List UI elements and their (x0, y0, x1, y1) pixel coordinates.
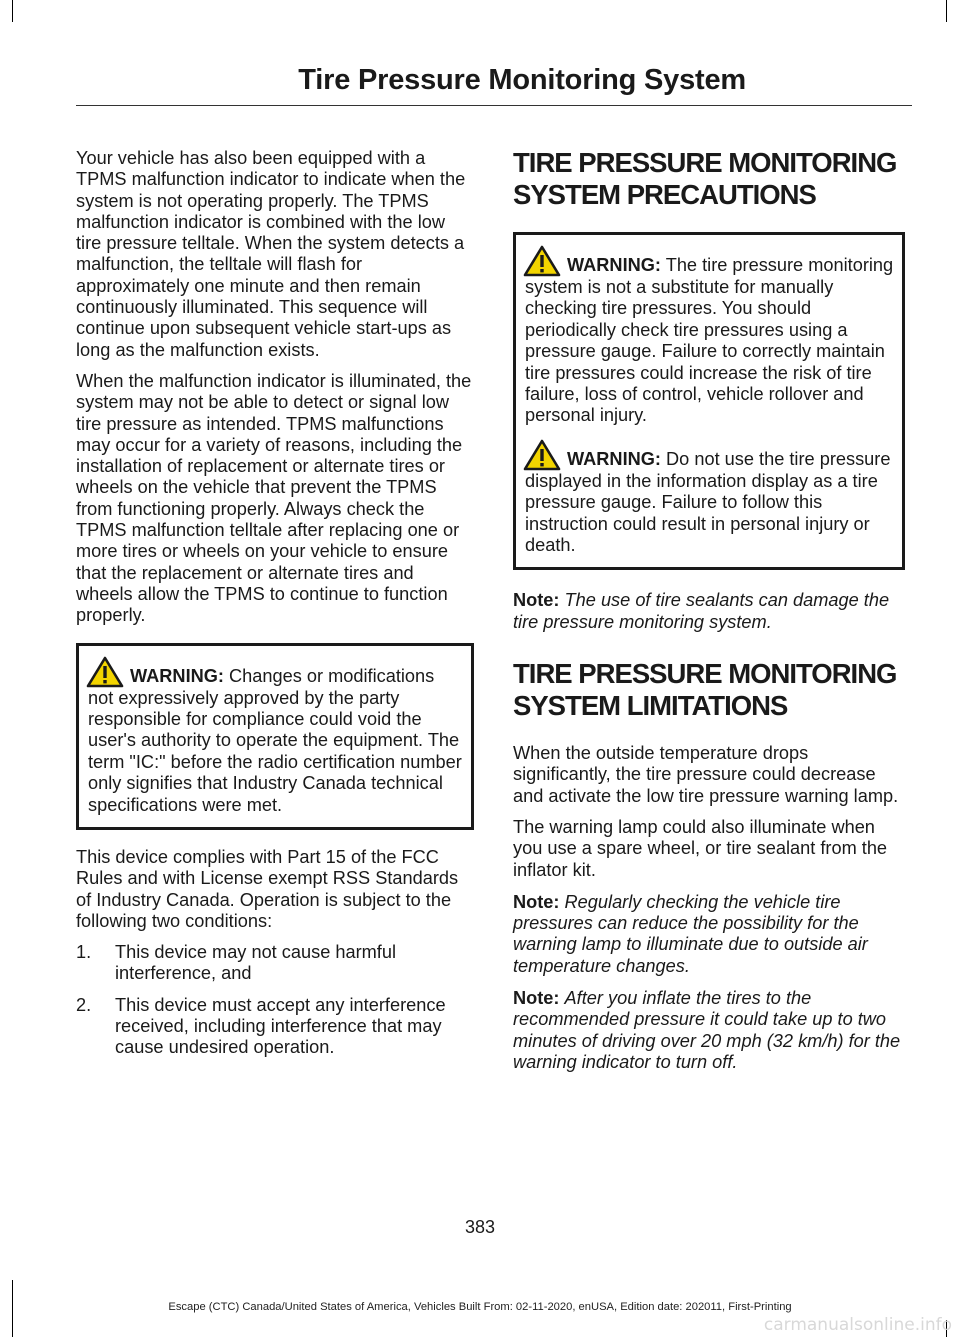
watermark: carmanualsonline.info (763, 1315, 952, 1335)
list-item-text: This device must accept any interference received, including interference that may cause undesired operation. (115, 994, 446, 1058)
page-title: Tire Pressure Monitoring System (298, 64, 746, 96)
warning-text (525, 245, 894, 427)
warning-triangle-icon (523, 245, 561, 277)
left-column (76, 140, 474, 1059)
tpms-malfunction-paragraph: Your vehicle has also been equipped with a TPMS malfunction indicator to indicate when the system is not operating properly. The TPMS malfunction indicator is combined with the low tire pressure telltale. When the system detects a malfunction, the telltale will flash for approximately one minute and then remain continuously illuminated. This sequence will continue upon subsequent vehicle start-ups as long as the malfunction exists. (76, 148, 466, 360)
warning-body: The tire pressure monitoring system is not a substitute for manually checking tire pressures. You should periodically check tire pressures using a pressure gauge. Failure to correctly maintain tire pressures could increase the risk of tire failure, loss of control, vehicle rollover and personal injury. (525, 255, 894, 426)
note-label: Note: (513, 988, 560, 1009)
header-rule (76, 105, 912, 106)
note-text: The use of tire sealants can damage the tire pressure monitoring system. (513, 590, 890, 632)
checking-note (513, 892, 905, 977)
warning-triangle-icon (523, 439, 561, 471)
spare-wheel-paragraph: The warning lamp could also illuminate when you use a spare wheel, or tire sealant from the inflator kit. (513, 816, 888, 880)
warning-text (525, 439, 894, 557)
note-label: Note: (513, 590, 560, 611)
note-text: After you inflate the tires to the recommended pressure it could take up to two minutes of driving over 20 mph (32 km/h) for the warning indicator to turn off. (513, 988, 901, 1072)
warning-body: Changes or modifications not expressively approved by the party responsible for compliance could void the user's authority to operate the equipment. The term "IC:" before the radio certification number only signifies that Industry Canada technical specifications were met. (88, 665, 462, 815)
warning-label: WARNING: (567, 448, 661, 469)
warning-text (88, 656, 463, 816)
warning-label: WARNING: (567, 255, 661, 275)
inflate-note (513, 988, 905, 1073)
warning-body: Do not use the tire pressure displayed in the information display as a tire pressure gauge. Failure to follow this instruction could result in personal injury or death. (525, 448, 891, 556)
right-column (513, 140, 905, 1073)
note-text: Regularly checking the vehicle tire pressures can reduce the possibility for the warning lamp to illuminate due to outside air temperature changes. (513, 891, 868, 976)
page-number: 383 (464, 1217, 496, 1237)
warning-triangle-icon (86, 656, 124, 688)
precautions-heading: TIRE PRESSURE MONITORING SYSTEM PRECAUTIONS (513, 147, 897, 210)
limitations-heading: TIRE PRESSURE MONITORING SYSTEM LIMITATIONS (513, 658, 897, 722)
list-item-number: 1. (76, 942, 92, 963)
warning-box-compliance (76, 643, 474, 830)
list-item-text: This device may not cause harmful interference, and (115, 942, 397, 984)
malfunction-indicator-paragraph: When the malfunction indicator is illuminated, the system may not be able to detect or signal low tire pressure as intended. TPMS malfunctions may occur for a variety of reasons, including the installation of replacement or alternate tires or wheels on the vehicle that prevent the TPMS from functioning properly. Always check the TPMS malfunction telltale after replacing one or more tires or wheels on your vehicle to ensure that the replacement or alternate tires and wheels allow the TPMS to continue to function properly. (76, 370, 472, 626)
fcc-compliance-paragraph: This device complies with Part 15 of the FCC Rules and with License exempt RSS Standards of Industry Canada. Operation is subject to the following two conditions: (76, 846, 459, 931)
footer-edition-info: Escape (CTC) Canada/United States of America, Vehicles Built From: 02-11-2020, enUSA, Edition date: 202011, First-Printing (168, 1301, 792, 1313)
crop-mark-top-left (12, 0, 13, 22)
list-item-number: 2. (76, 994, 92, 1015)
list-item (76, 942, 474, 985)
list-item (76, 995, 474, 1059)
warning-label: WARNING: (130, 665, 224, 686)
crop-mark-top-right (946, 0, 947, 22)
note-label: Note: (513, 891, 560, 912)
conditions-list (76, 942, 474, 1058)
warning-box-precautions (513, 232, 905, 570)
sealant-note (513, 590, 905, 633)
temperature-paragraph: When the outside temperature drops significantly, the tire pressure could decrease and activate the low tire pressure warning lamp. (513, 743, 899, 806)
